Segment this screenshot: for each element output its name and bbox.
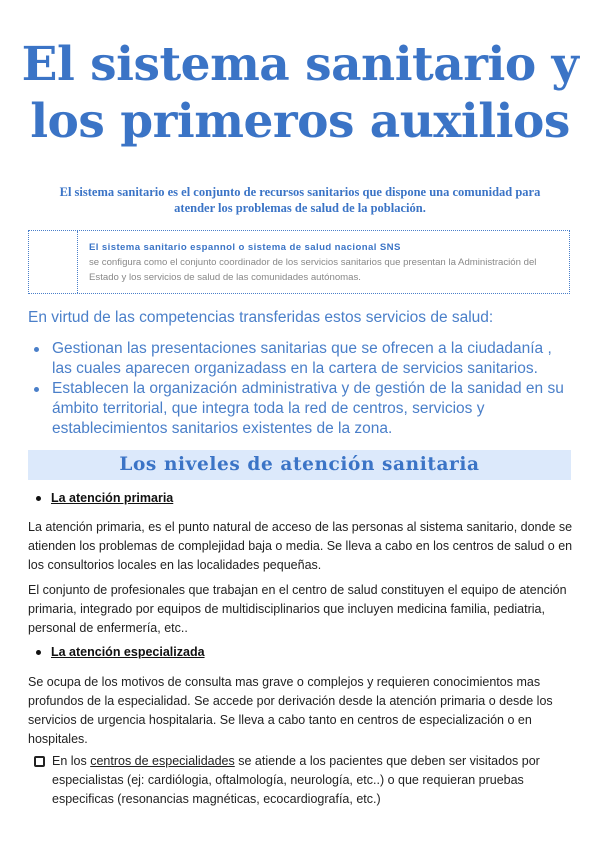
paragraph: La atención primaria, es el punto natural de acceso de las personas al sistema sanitario, donde se atienden los problemas de complejidad baja o media. Se lleva a cabo en los centros de salud o en los consultorios locales en las localidades pequeñas. — [28, 520, 573, 572]
callout-divider — [77, 231, 78, 293]
subheading-label: La atención especializada — [51, 645, 205, 659]
bullet-icon — [34, 387, 39, 392]
list-item-text: Establecen la organización administrativa y de gestión de la sanidad en su ámbito territorial, que integra toda la red de centros, servicios y establecimientos sanitarios existentes de la zona. — [52, 380, 564, 437]
title-line-2: los primeros auxilios — [30, 94, 570, 149]
subheading-especializada — [36, 645, 205, 659]
subheading-primaria — [36, 491, 173, 505]
section-heading: Los niveles de atención sanitaria — [119, 454, 480, 475]
section-heading-band — [28, 450, 571, 480]
page-title — [0, 36, 600, 150]
bullet-list — [28, 339, 573, 439]
list-item — [28, 339, 573, 379]
list-item-text: Gestionan las presentaciones sanitarias que se ofrecen a la ciudadanía , las cuales aparecen organizadass en la cartera de servicios sanitarios. — [52, 340, 552, 377]
subheading-label: La atención primaria — [51, 491, 174, 505]
bullet-icon — [36, 496, 41, 501]
callout-body: se configura como el conjunto coordinador de los servicios sanitarios que presentan la Administración del Estado y los servicios de salud de las comunidades autónomas. — [89, 257, 537, 283]
check-text-pre: En los — [52, 754, 91, 768]
title-line-1: El sistema sanitario y — [21, 37, 579, 92]
bullet-icon — [34, 347, 39, 352]
bullet-icon — [36, 650, 41, 655]
paragraph: El conjunto de profesionales que trabajan en el centro de salud constituyen el equipo de atención primaria, integrado por equipos de multidisciplinarios que incluyen medicina familia, pediatria, personal de enfermería, etc.. — [28, 583, 567, 635]
callout-box — [28, 230, 570, 294]
callout-heading: El sistema sanitario espannol o sistema de salud nacional SNS — [89, 242, 401, 253]
intro-text: En virtud de las competencias transferidas estos servicios de salud: — [28, 309, 494, 326]
checkbox-item — [32, 752, 577, 809]
list-item — [28, 379, 573, 439]
subtitle: El sistema sanitario es el conjunto de recursos sanitarios que dispone una comunidad para atender los problemas de salud de la población. — [59, 185, 541, 215]
check-text-post: se atiende a los pacientes que deben ser visitados por especialistas (ej: cardiólogia, oftalmología, neurología, etc..) o que requieran pruebas especificas (resonancias magnéticas, ecocardiografía, etc.) — [52, 754, 540, 806]
paragraph: Se ocupa de los motivos de consulta mas grave o complejos y requieren conocimientos mas profundos de la especialidad. Se accede por derivación desde la atención primaria o desde los servicios de urgencia hospitalaria. Se lleva a cabo tanto en centros de especialización o en hospitales. — [28, 675, 553, 746]
checkbox-icon[interactable] — [34, 756, 45, 767]
centros-especialidades-link: centros de especialidades — [90, 754, 235, 768]
